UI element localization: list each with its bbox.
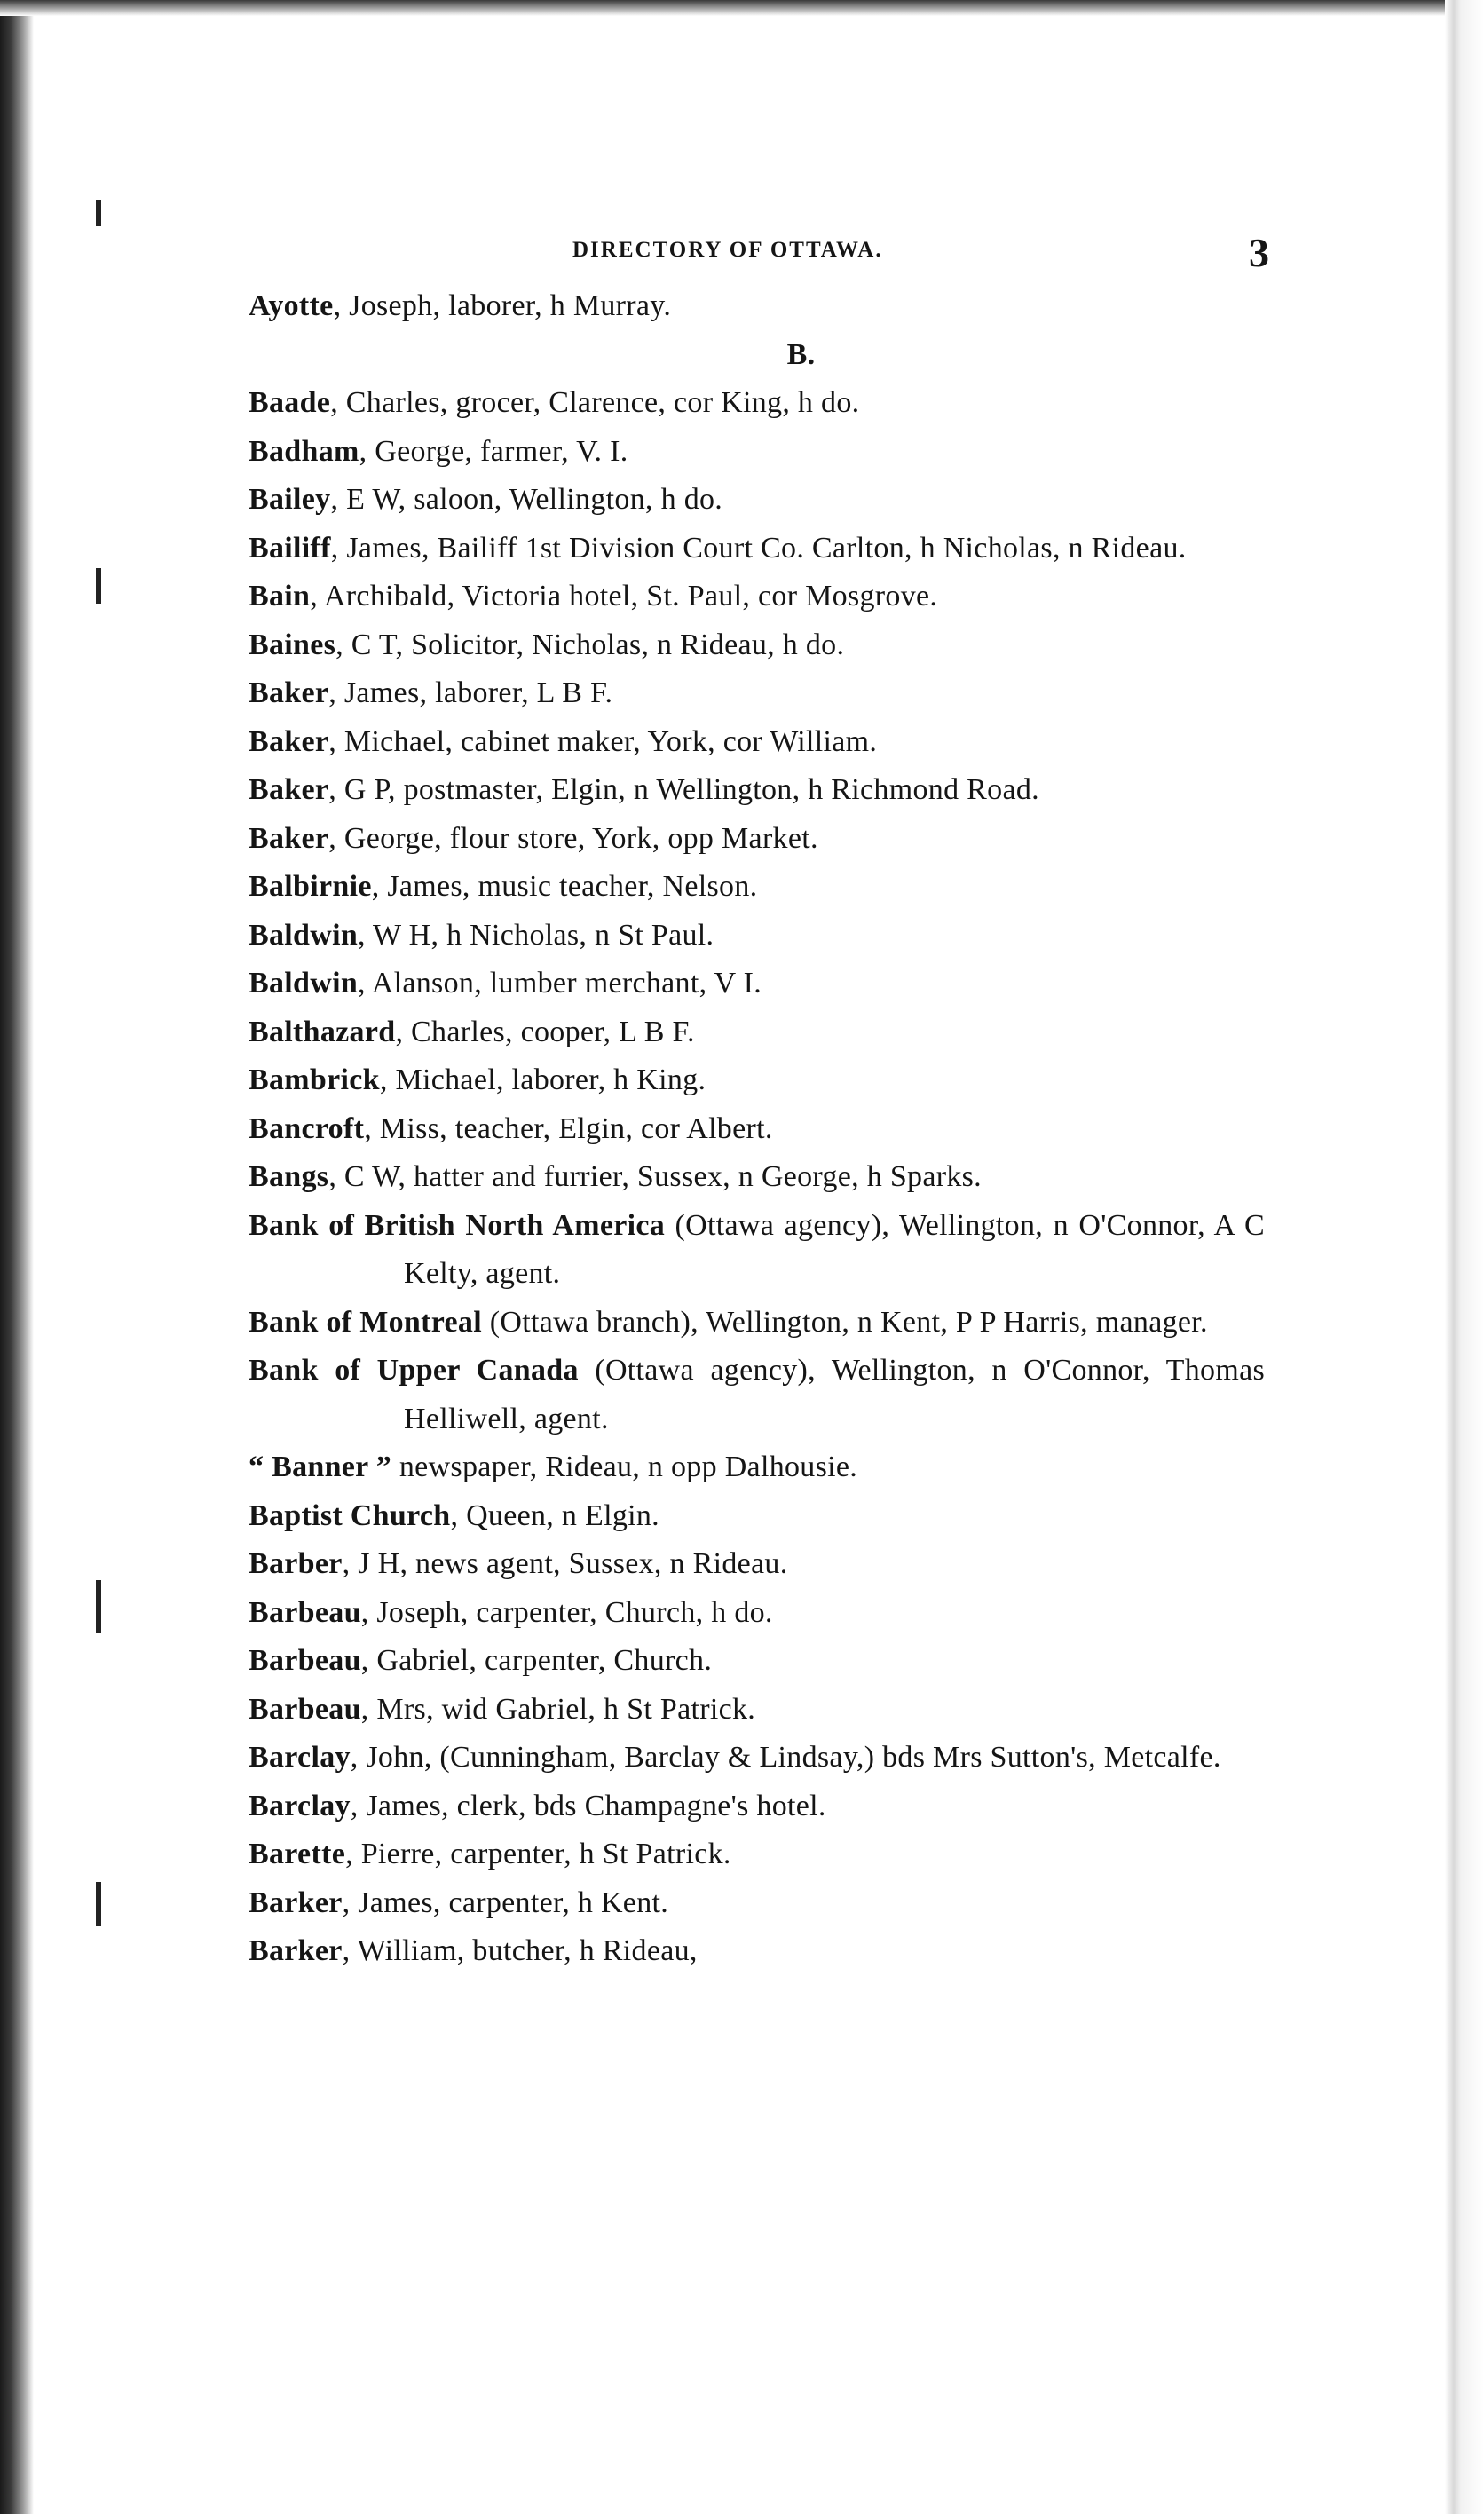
entry-name: Bancroft [249, 1111, 365, 1145]
entry-name: Bailiff [249, 531, 331, 565]
directory-entry [249, 1202, 1265, 1299]
entry-details: , Pierre, carpenter, h St Patrick. [345, 1838, 731, 1870]
entry-name: Bank of British North America [249, 1208, 666, 1242]
directory-entry [249, 1637, 1265, 1686]
entry-name: Baldwin [249, 918, 359, 952]
entry-details: , Michael, laborer, h King. [379, 1063, 706, 1096]
directory-entry [249, 669, 1265, 718]
scan-border-top [0, 0, 1484, 16]
entry-name: Barbeau [249, 1644, 361, 1677]
entry-name: Badham [249, 434, 359, 468]
directory-entry [249, 1153, 1265, 1202]
directory-entry [249, 1830, 1265, 1879]
page-number: 3 [1249, 230, 1269, 275]
entry-details: , C W, hatter and furrier, Sussex, n George, h Sparks. [328, 1160, 982, 1193]
directory-entry [249, 1105, 1265, 1154]
entry-details: , Queen, n Elgin. [450, 1498, 659, 1532]
entry-details: newspaper, Rideau, n opp Dalhousie. [391, 1451, 858, 1483]
running-title: DIRECTORY OF OTTAWA. [572, 238, 883, 262]
entry-name: Baker [249, 724, 329, 758]
directory-entry [249, 766, 1265, 815]
entry-name: “ Banner ” [249, 1451, 392, 1483]
entry-details: , Charles, cooper, L B F. [395, 1015, 695, 1048]
entry-details: , John, (Cunningham, Barclay & Lindsay,) bds Mrs Sutton's, Metcalfe. [350, 1741, 1221, 1774]
entry-details: (Ottawa agency), Wellington, n O'Connor, A C Kelty, agent. [404, 1208, 1265, 1290]
entry-details: , George, farmer, V. I. [359, 434, 628, 468]
entry-name: Bain [249, 580, 311, 613]
entry-details: , Alanson, lumber merchant, V I. [358, 967, 762, 1000]
entry-name: Barbeau [249, 1595, 361, 1629]
entry-name: Barclay [249, 1741, 351, 1774]
directory-entry [249, 1783, 1265, 1831]
directory-entry [249, 1347, 1265, 1443]
scan-border-left [0, 0, 34, 2514]
entry-details: , Miss, teacher, Elgin, cor Albert. [364, 1111, 773, 1145]
entry-details: , G P, postmaster, Elgin, n Wellington, h Richmond Road. [328, 773, 1039, 806]
entry-details: , James, laborer, L B F. [328, 676, 613, 709]
entry-details: , James, carpenter, h Kent. [342, 1886, 669, 1919]
entry-name: Balthazard [249, 1015, 396, 1048]
directory-entry [249, 1540, 1265, 1589]
entry-name: Bank of Montreal [249, 1305, 482, 1339]
directory-entry [249, 1879, 1265, 1928]
directory-entry [249, 1056, 1265, 1105]
directory-entry [249, 1299, 1265, 1348]
entry-name: Barette [249, 1838, 346, 1870]
binding-mark [96, 568, 101, 604]
directory-entry [249, 1927, 1265, 1976]
directory-entry [249, 718, 1265, 767]
entry-details: , Mrs, wid Gabriel, h St Patrick. [360, 1692, 756, 1726]
entry-details: (Ottawa branch), Wellington, n Kent, P P Harris, manager. [481, 1305, 1208, 1339]
entry-details: , Charles, grocer, Clarence, cor King, h do. [330, 386, 860, 419]
entry-name: Ayotte [249, 289, 334, 322]
entry-details: , C T, Solicitor, Nicholas, n Rideau, h do. [335, 628, 845, 661]
entry-details: , Gabriel, carpenter, Church. [360, 1644, 713, 1677]
entry-details: , William, butcher, h Rideau, [342, 1934, 698, 1967]
directory-entry [249, 621, 1265, 670]
binding-mark [96, 1580, 101, 1633]
entry-details: , James, Bailiff 1st Division Court Co. Carlton, h Nicholas, n Rideau. [330, 531, 1187, 565]
entry-name: Barber [249, 1547, 343, 1580]
directory-entry [249, 1492, 1265, 1541]
entry-details: , George, flour store, York, opp Market. [328, 821, 818, 855]
directory-entry [249, 1008, 1265, 1057]
entry-details: , James, music teacher, Nelson. [371, 870, 758, 903]
entry-details: , James, clerk, bds Champagne's hotel. [350, 1789, 826, 1822]
entry-name: Baade [249, 386, 331, 419]
entry-details: , E W, saloon, Wellington, h do. [330, 483, 723, 516]
directory-entry [249, 476, 1265, 525]
directory-entry [249, 1686, 1265, 1735]
binding-mark [96, 1882, 101, 1926]
entry-details: , J H, news agent, Sussex, n Rideau. [342, 1547, 788, 1580]
entry-details: , Michael, cabinet maker, York, cor William. [328, 724, 878, 758]
entry-name: Baptist Church [249, 1498, 451, 1532]
directory-entry [249, 282, 1265, 331]
directory-entry [249, 573, 1265, 621]
page-edge-right [1445, 0, 1484, 2514]
entry-name: Bank of Upper Canada [249, 1354, 579, 1387]
entry-name: Baker [249, 676, 329, 709]
directory-entry [249, 815, 1265, 864]
directory-entry [249, 912, 1265, 961]
entry-name: Barbeau [249, 1692, 361, 1726]
binding-mark [96, 200, 101, 226]
entry-name: Barker [249, 1934, 343, 1967]
section-letter: B. [786, 337, 816, 371]
directory-entry [249, 863, 1265, 912]
entry-name: Baldwin [249, 967, 359, 1000]
directory-entry [249, 1734, 1265, 1783]
directory-entry [249, 960, 1265, 1008]
directory-entry [249, 428, 1265, 477]
entry-name: Balbirnie [249, 870, 372, 903]
entry-name: Bangs [249, 1160, 329, 1193]
directory-entry [249, 1589, 1265, 1638]
entry-name: Barclay [249, 1789, 351, 1822]
entry-name: Baines [249, 628, 336, 661]
directory-entry [249, 379, 1265, 428]
directory-page [249, 229, 1269, 1976]
entry-details: , W H, h Nicholas, n St Paul. [358, 918, 714, 952]
running-head [249, 229, 1269, 282]
entry-details: (Ottawa agency), Wellington, n O'Connor, Thomas Helliwell, agent. [404, 1354, 1265, 1435]
entry-name: Bambrick [249, 1063, 380, 1096]
entry-name: Baker [249, 821, 329, 855]
entry-name: Barker [249, 1886, 343, 1919]
entry-details: , Archibald, Victoria hotel, St. Paul, cor Mosgrove. [310, 580, 938, 613]
entry-name: Baker [249, 773, 329, 806]
entry-details: , Joseph, laborer, h Murray. [333, 289, 672, 322]
directory-entry [249, 525, 1265, 573]
directory-entry [249, 1443, 1265, 1492]
entry-name: Bailey [249, 483, 331, 516]
entry-details: , Joseph, carpenter, Church, h do. [360, 1595, 773, 1629]
directory-entries [249, 282, 1265, 1976]
